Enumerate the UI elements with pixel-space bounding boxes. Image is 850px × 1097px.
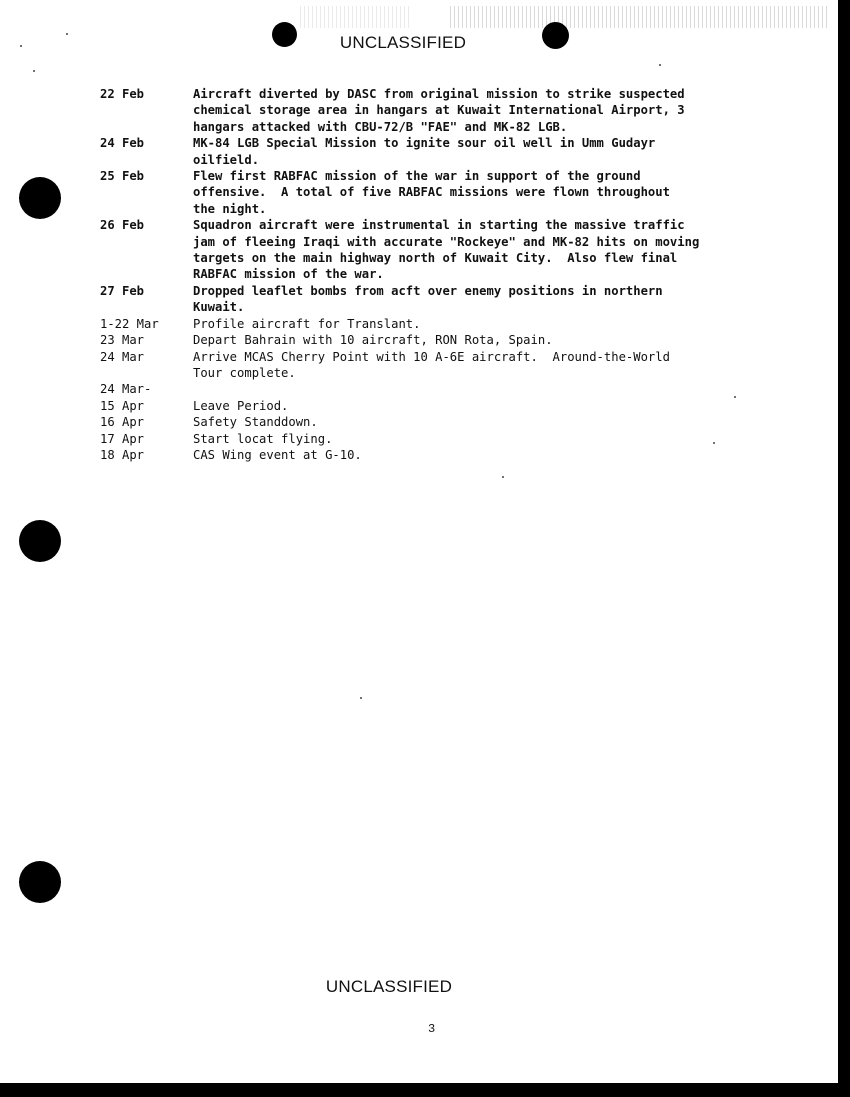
- log-entry: [100, 349, 800, 382]
- classification-header: UNCLASSIFIED: [339, 33, 467, 52]
- entry-text: Depart Bahrain with 10 aircraft, RON Rota, Spain.: [193, 333, 553, 348]
- classification-footer: UNCLASSIFIED: [325, 977, 453, 996]
- log-entry: [100, 168, 800, 217]
- entry-date: 17 Apr: [100, 431, 145, 446]
- punch-hole-3: [19, 861, 61, 903]
- entry-date: 15 Apr: [100, 398, 145, 413]
- entry-date: 24 Feb: [100, 136, 145, 151]
- entry-text: Leave Period.: [193, 398, 289, 413]
- entry-text: Start locat flying.: [193, 431, 333, 446]
- log-entry: [100, 431, 800, 447]
- log-entry: [100, 332, 800, 348]
- log-entry: [100, 398, 800, 414]
- scan-noise-top: [450, 6, 830, 28]
- log-entry: [100, 86, 800, 135]
- entry-text: Arrive MCAS Cherry Point with 10 A-6E aircraft. Around-the-World Tour complete.: [193, 349, 670, 380]
- entry-text: CAS Wing event at G-10.: [193, 447, 362, 462]
- redaction-dot-right: [542, 22, 569, 49]
- scan-speck: [33, 70, 35, 72]
- scan-speck: [360, 697, 362, 699]
- event-log: [100, 86, 800, 463]
- entry-date: 26 Feb: [100, 218, 145, 233]
- scan-speck: [502, 476, 504, 478]
- entry-text: Squadron aircraft were instrumental in starting the massive traffic jam of fleeing Iraqi with accurate "Rockeye" and MK-82 hits on moving targets on the main highway north of Kuwait City. Also flew final RABFAC mission of the war.: [193, 218, 700, 282]
- log-entry: [100, 283, 800, 316]
- entry-text: Profile aircraft for Translant.: [193, 316, 421, 331]
- entry-text: Safety Standdown.: [193, 415, 318, 430]
- log-entry: [100, 381, 800, 397]
- scan-speck: [20, 45, 22, 47]
- scan-border-right: [838, 0, 850, 1097]
- entry-text: MK-84 LGB Special Mission to ignite sour oil well in Umm Gudayr oilfield.: [193, 136, 656, 167]
- entry-date: 24 Mar-: [100, 382, 152, 397]
- scan-speck: [66, 33, 68, 35]
- page-number: 3: [428, 1022, 436, 1036]
- log-entry: [100, 316, 800, 332]
- log-entry: [100, 414, 800, 430]
- entry-text: [193, 381, 793, 397]
- entry-text: Dropped leaflet bombs from acft over enemy positions in northern Kuwait.: [193, 283, 663, 315]
- entry-text: Aircraft diverted by DASC from original mission to strike suspected chemical storage area in hangars at Kuwait International Airport, 3 hangars attacked with CBU-72/B "FAE" and MK-82 LGB.: [193, 87, 685, 134]
- punch-hole-1: [19, 177, 61, 219]
- log-entry: [100, 217, 800, 283]
- entry-date: 22 Feb: [100, 87, 145, 101]
- entry-date: 25 Feb: [100, 169, 145, 184]
- entry-date: 16 Apr: [100, 415, 145, 430]
- log-entry: [100, 447, 800, 463]
- scan-speck: [659, 64, 661, 66]
- entry-date: 23 Mar: [100, 333, 145, 348]
- entry-date: 24 Mar: [100, 349, 145, 364]
- punch-hole-2: [19, 520, 61, 562]
- entry-date: 27 Feb: [100, 283, 145, 298]
- entry-date: 1-22 Mar: [100, 316, 159, 331]
- scan-noise-top-left: [300, 6, 410, 28]
- log-entry: [100, 135, 800, 168]
- entry-text: Flew first RABFAC mission of the war in support of the ground offensive. A total of five RABFAC missions were flown throughout the night.: [193, 169, 670, 216]
- entry-date: 18 Apr: [100, 447, 145, 462]
- scan-border-bottom: [0, 1083, 850, 1097]
